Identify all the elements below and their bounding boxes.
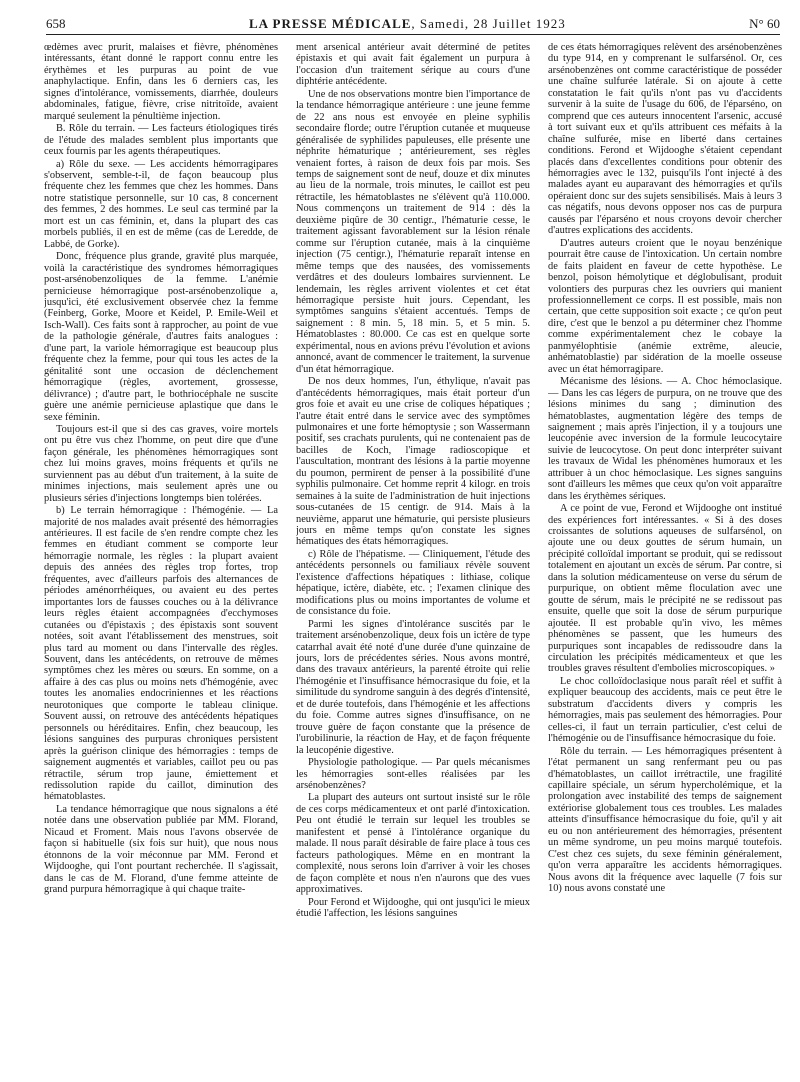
paragraph: La tendance hémorragique que nous signalons a été notée dans une observation publiée par MM. Florand, Nicaud et Froment. Mais nous l'avons observée de façon si habituelle (six fois sur huit), que nous nous étonnons de la voir méconnue par MM. Ferond et Wijdooghe, qui l'ont pourtant recherchée. Il s'agissait, dans le cas de M. Florand, d'une femme atteinte de grand purpura hémorragique à qui chaque traite- bbox=[44, 803, 278, 896]
paragraph: D'autres auteurs croient que le noyau benzénique pourrait être cause de l'intoxication. Un certain nombre de faits plaident en faveur de cette hypothèse. Le benzol, poison hémolytique et déglobulisant, produit volontiers des purpuras chez les ouvriers qui manient professionnellement ce corps. Il est possible, mais non certain, que cette supposition soit exacte ; ce qu'on peut dire, c'est que le benzol a pu déterminer chez l'homme comme expérimentalement chez le cobaye la panmyélophtisie (anémie extrême, aleucie, anhématoblastie) par sidération de la moelle osseuse avec un état hémorragipare. bbox=[548, 237, 782, 375]
paragraph: Une de nos observations montre bien l'importance de la tendance hémorragique antérieure : une jeune femme de 22 ans nous est envoyée en pleine syphilis secondaire florde; outre l'éruption cutanée et muqueuse généralisée de syphilides papuleuses, elle présente une néphrite hématurique ; antérieurement, ses règles venaient fortes, à raison de deux fois par mois. Ses temps de saignement sont de neuf, douze et dix minutes au lieu de la normale, trois minutes, le caillot est peu rétractile, les hématoblastes ne s'élèvent qu'à 110.000. Nous commençons un traitement de 914 : dès la deuxième piqûre de 30 centigr., l'hématurie cesse, le traitement agissant favorablement sur la lésion rénale comme sur l'éruption cutanée, mais à la cinquième injection (75 centigr.), l'hématurie reparaît intense en même temps que des nausées, des vomissements verdâtres et des douleurs lombaires surviennent. Le lendemain, les règles arrivent violentes et cet état hémorragique persiste huit jours. Cependant, les symptômes sanguins s'étaient accentués. Temps de saignement : 8 min. 5, 18 min. 5, et 5 min. 5. Hématoblastes : 80.000. Ce cas est en quelque sorte expérimental, nous en avions prévu l'évolution et avions annoncé, avant de commencer le traitement, la survenue d'un état hémorragique. bbox=[296, 88, 530, 375]
text-columns bbox=[44, 42, 782, 1072]
paragraph: Parmi les signes d'intolérance suscités par le traitement arsénobenzolique, deux fois un ictère de type catarrhal avait été noté d'une durée d'une quinzaine de jours, lors de précédentes séries. Nous avons montré, dans des travaux antérieurs, la parenté étroite qui relie l'hémogénie et l'insuffisance hémocrasique du foie, et la similitude du syndrome sanguin à des degrés d'intensité, et de durée toutefois, dans l'hémogénie et les affections du foie. Comme autres signes d'insuffisance, on ne trouve guère de façon constante que la présence de l'urobilinurie, la réaction de Hay, et de façon fréquente la leucopénie digestive. bbox=[296, 618, 530, 756]
paragraph: La plupart des auteurs ont surtout insisté sur le rôle de ces corps médicamenteux et ont parlé d'intoxication. Peu ont étudié le terrain sur lequel les troubles se manifestent et pensé à l'intolérance organique du malade. Il nous paraît désirable de faire place à tous ces facteurs pathologiques. Même en en montrant la complexité, nous serons loin d'arriver à voir les choses de façon complète et nous n'en n'aurons que des vues approximatives. bbox=[296, 792, 530, 896]
paragraph: Toujours est-il que si des cas graves, voire mortels ont pu être vus chez l'homme, on peut dire que d'une façon générale, les phénomènes hémorragiques sont chez lui moins graves, moins fréquents et qu'ils ne surviennent pas au début d'un traitement, à la suite de minimes injections, mais seulement après une ou plusieurs séries d'injections longtemps bien tolérées. bbox=[44, 423, 278, 504]
paragraph: Le choc colloïdoclasique nous paraît réel et suffit à expliquer beaucoup des accidents, mais ce peut être le substratum d'accidents divers y compris les hémorragies, mais pas seulement des hémorragies. Pour celles-ci, il faut un terrain particulier, c'est celui de l'hémogénie ou de l'insuffisance hémocrasique du foie. bbox=[548, 675, 782, 745]
column-1 bbox=[44, 42, 278, 1072]
page-header bbox=[46, 14, 780, 35]
column-2 bbox=[296, 42, 530, 1072]
paragraph: De nos deux hommes, l'un, éthylique, n'avait pas d'antécédents hémorragiques, mais était porteur d'un gros foie et avait eu une crise de coliques hépatiques ; l'autre était entré dans le service avec des symptômes pulmonaires et une forte hémoptysie ; son Wassermann positif, ses crachats purulents, qui ne contenaient pas de bacilles de Koch, l'image radioscopique et l'auscultation, montrant des lésions à la partie moyenne du poumon, permirent de penser à la possibilité d'une syphilis pulmonaire. Cet homme reprit 4 kilogr. en trois semaines à la suite de l'administration de huit injections sous-cutanées de 15 centigr. de 914. Mais à la neuvième, apparut une hématurie, qui persiste plusieurs jours en même temps qu'on constate les signes hématiques des états hémorragiques. bbox=[296, 376, 530, 548]
paragraph: b) Le terrain hémorragique : l'hémogénie. — La majorité de nos malades avait présenté des hémorragies antérieures. Il est facile de s'en rendre compte chez les femmes en étudiant comment se comporte leur hémorragie normale, les règles : la plupart avaient depuis des années des règles trop fortes, trop fréquentes, avec d'ailleurs parfois des alternances de périodes aménorrhéiques, ou avaient eu des pertes importantes lors de fausses couches ou à la délivrance leurs règles étaient accompagnées d'ecchymoses cutanées ou d'épistaxis ; des épistaxis sont souvent notées, soit avant l'établissement des menstrues, soit plus tard au moment ou dans l'intervalle des règles. Souvent, dans les antécédents, on retrouve de mêmes symptômes chez les mères ou sœurs. En somme, on a affaire à des cas plus ou moins nets d'hémogénie, avec toutes les anomalies endocriniennes et les réactions neurotoniques que comporte le tableau clinique. Souvent aussi, on retrouve des antécédents hépatiques personnels ou héréditaires. Enfin, chez beaucoup, les lésions sanguines des purpuras chroniques persistent après la guérison clinique des hémorragies : temps de saignement augmentés et variables, caillot peu ou pas rétractile, sérum trop jaune, émiettement et redissolution rapide du caillot, diminution des hématoblastes. bbox=[44, 505, 278, 803]
paragraph: Mécanisme des lésions. — A. Choc hémoclasique. — Dans les cas légers de purpura, on ne trouve que des lésions minimes du sang ; diminution des hématoblastes, augmentation légère des temps de saignement ; mais après l'injection, il y a toujours une leucopénie avec inversion de la formule leucocytaire suivie de leucocytose. On peut donc interpréter suivant les travaux de Widal les phénomènes humoraux et les attribuer à un choc hémoclasique. Les signes sanguins sont d'ailleurs les mêmes que ceux qu'on voit apparaître dans les érythèmes sériques. bbox=[548, 376, 782, 502]
paragraph: Pour Ferond et Wijdooghe, qui ont jusqu'ici le mieux étudié l'affection, les lésions sanguines bbox=[296, 896, 530, 919]
paragraph: ment arsenical antérieur avait déterminé de petites épistaxis et qui avait fait également un purpura à l'occasion d'un traitement sérique au cours d'une diphtérie antécédente. bbox=[296, 42, 530, 88]
paragraph: B. Rôle du terrain. — Les facteurs étiologiques tirés de l'étude des malades semblent plus importants que ceux fournis par les agents thérapeutiques. bbox=[44, 123, 278, 158]
paragraph: de ces états hémorragiques relèvent des arsénobenzènes du type 914, en y comprenant le sulfarsénol. Or, ces arsénobenzènes ont comme caractéristique de posséder une chaîne sulfurée latérale. Si on ajoute à cette constatation le fait qu'ils n'ont pas vu d'accidents survenir à la suite de l'usage du 606, de l'éparséno, on comprend que ces auteurs innocentent l'arsenic, accusé à tort suivant eux et qu'ils attribuent ces méfaits à la chaîne sulfurée, mise en liberté dans certaines conditions. Ferond et Wijdooghe s'étaient cependant placés dans d'excellentes conditions pour obtenir des hémorragies avec le 132, puisqu'ils l'ont injecté à des malades ayant eu auparavant des hémorragies et qu'ils opéraient donc sur des sujets sensibilisés. Mais à leurs 3 cas négatifs, nous devons opposer nos cas de purpura causés par l'éparséno et nous croyons devoir chercher d'autres explications des accidents. bbox=[548, 42, 782, 237]
paragraph: A ce point de vue, Ferond et Wijdooghe ont institué des expériences fort intéressantes. « Si à des doses croissantes de solutions aqueuses de sulfarsénol, on ajoute une ou deux gouttes de sérum humain, un précipité colloïdal important se produit, qui se redissout totalement en ajoutant un excès de sérum. Par contre, si dans la solution médicamenteuse on verse du sérum de purpurique, on obtient même floculation avec une goutte de sérum, mais le précipité ne se redissout pas ensuite, quelle que soit la dose de sérum purpurique ajoutée. Il est probable qu'in vivo, les mêmes phénomènes se passent, que les humeurs des purpuriques sont incapables de redissoudre dans la circulation les précipités médicamenteux et que les troubles graves résultent d'embolies microscopiques. » bbox=[548, 503, 782, 675]
paragraph: a) Rôle du sexe. — Les accidents hémorragipares s'observent, semble-t-il, de façon beaucoup plus fréquente chez les femmes que chez les hommes. Dans notre statistique personnelle, sur 10 cas, 8 concernent des femmes, 2 des hommes. Le seul cas terminé par la mort est un cas féminin, et, dans la plupart des cas morbels publiés, il en est de même (cas de Leredde, de Labbé, de Gorke). bbox=[44, 158, 278, 250]
paragraph: c) Rôle de l'hépatisme. — Cliniquement, l'étude des antécédents personnels ou familiaux révèle souvent l'existence d'affections hépatiques : lithiase, colique hépatique, ictère, diabète, etc. ; l'examen clinique des modifications plus ou moins importantes de volume et de consistance du foie. bbox=[296, 548, 530, 618]
journal-name: LA PRESSE MÉDICALE bbox=[248, 16, 412, 31]
page-number: 658 bbox=[46, 16, 66, 31]
journal-title-line: LA PRESSE MÉDICALE, Samedi, 28 Juillet 1923 bbox=[248, 16, 566, 31]
issue-number: N° 60 bbox=[749, 16, 780, 31]
paragraph: Rôle du terrain. — Les hémorragiques présentent à l'état permanent un sang renfermant peu ou pas d'hématoblastes, un caillot irrétractile, une fragilité capillaire spéciale, un sérum hypercholémique, et la prolongation avec instabilité des temps de saignement extériorise globalement tous ces troubles. Les malades atteints d'insuffisance hémocrasique du foie, qu'il y ait eu ou non antérieurement des hémorragies, présentent un même syndrome, un peu moins marqué toutefois. C'est chez ces sujets, du sexe féminin généralement, qu'on verra apparaître les accidents hémorragiques. Nous avons dit la fréquence avec laquelle (7 fois sur 10) nous avons constaté une bbox=[548, 745, 782, 895]
paragraph: œdèmes avec prurit, malaises et fièvre, phénomènes intéressants, étant donné le rapport connu entre les érythèmes et les purpuras au point de vue anaphylactique. Enfin, dans les 6 derniers cas, les signes d'intolérance, vomissements, diarrhée, douleurs abdominales, fatigue, fièvre, crise nitritoïde, avaient marqué seulement la pénultième injection. bbox=[44, 42, 278, 122]
paragraph: Donc, fréquence plus grande, gravité plus marquée, voilà la caractéristique des syndromes hémorragiques post-arsénobenzoliques de la femme. L'anémie pernicieuse hémorragique post-arsénobenzolique a, jusqu'ici, été exclusivement observée chez la femme (Feinberg, Gorke, Moore et Keidel, P. Emile-Weil et Isch-Wall). Ces faits sont à rapprocher, au point de vue de la pathologie générale, d'autres faits analogues : d'une part, la variole hémorragique est beaucoup plus fréquente chez la femme, pour qui tous les actes de la génitalité sont une occasion de déclenchement hémorragique (règles, avortement, grossesse, délivrance) ; d'autre part, le bothriocéphale ne suscite guère une anémie pernicieuse aplastique que dans le sexe féminin. bbox=[44, 251, 278, 423]
paragraph: Physiologie pathologique. — Par quels mécanismes les hémorragies sont-elles réalisées par les arsénobenzènes? bbox=[296, 757, 530, 791]
issue-date: Samedi, 28 Juillet 1923 bbox=[419, 16, 566, 31]
column-3 bbox=[548, 42, 782, 1072]
